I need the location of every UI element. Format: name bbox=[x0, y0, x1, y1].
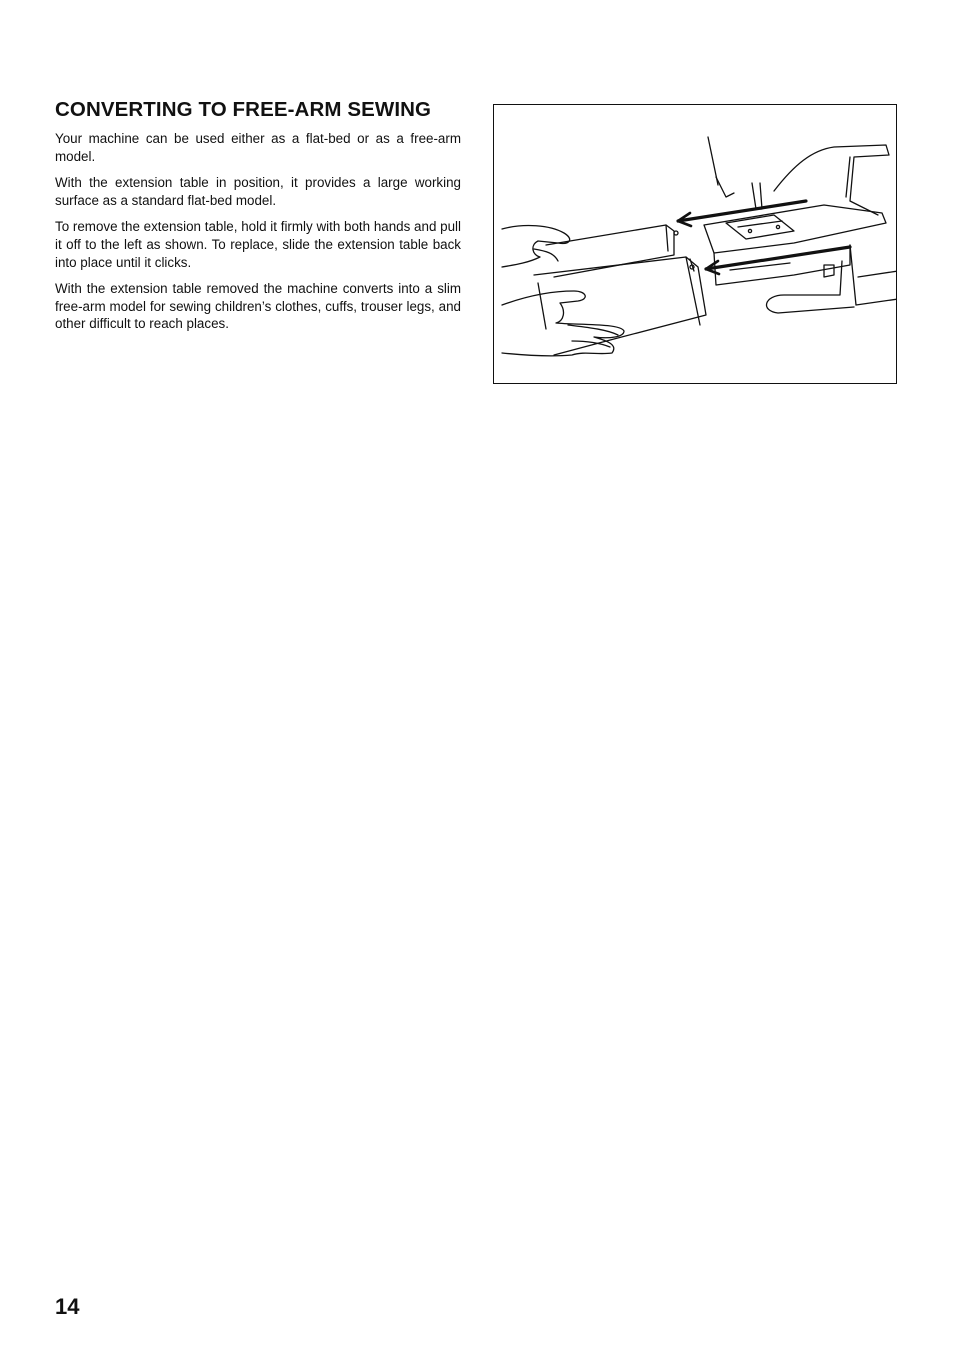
paragraph-intro: Your machine can be used either as a flat-bed or as a free-arm model. bbox=[55, 131, 461, 164]
paragraph-free-arm: With the extension table removed the machine converts into a slim free-arm model for sewing children’s clothes, cuffs, trouser legs, and other difficult to reach places. bbox=[55, 281, 461, 332]
page-number: 14 bbox=[55, 1294, 80, 1319]
body-text bbox=[55, 130, 461, 342]
hands-drawing bbox=[502, 226, 624, 356]
paragraph-flat-bed: With the extension table in position, it provides a large working surface as a standard flat-bed model. bbox=[55, 175, 461, 208]
sewing-machine-drawing bbox=[704, 137, 897, 313]
illustration-remove-extension-table bbox=[493, 104, 897, 384]
arrow-pull-left-icon bbox=[678, 201, 806, 226]
paragraph-remove-table: To remove the extension table, hold it firmly with both hands and pull it off to the left as shown. To replace, slide the extension table back into place until it clicks. bbox=[55, 219, 461, 270]
section-heading: CONVERTING TO FREE-ARM SEWING bbox=[55, 98, 432, 121]
